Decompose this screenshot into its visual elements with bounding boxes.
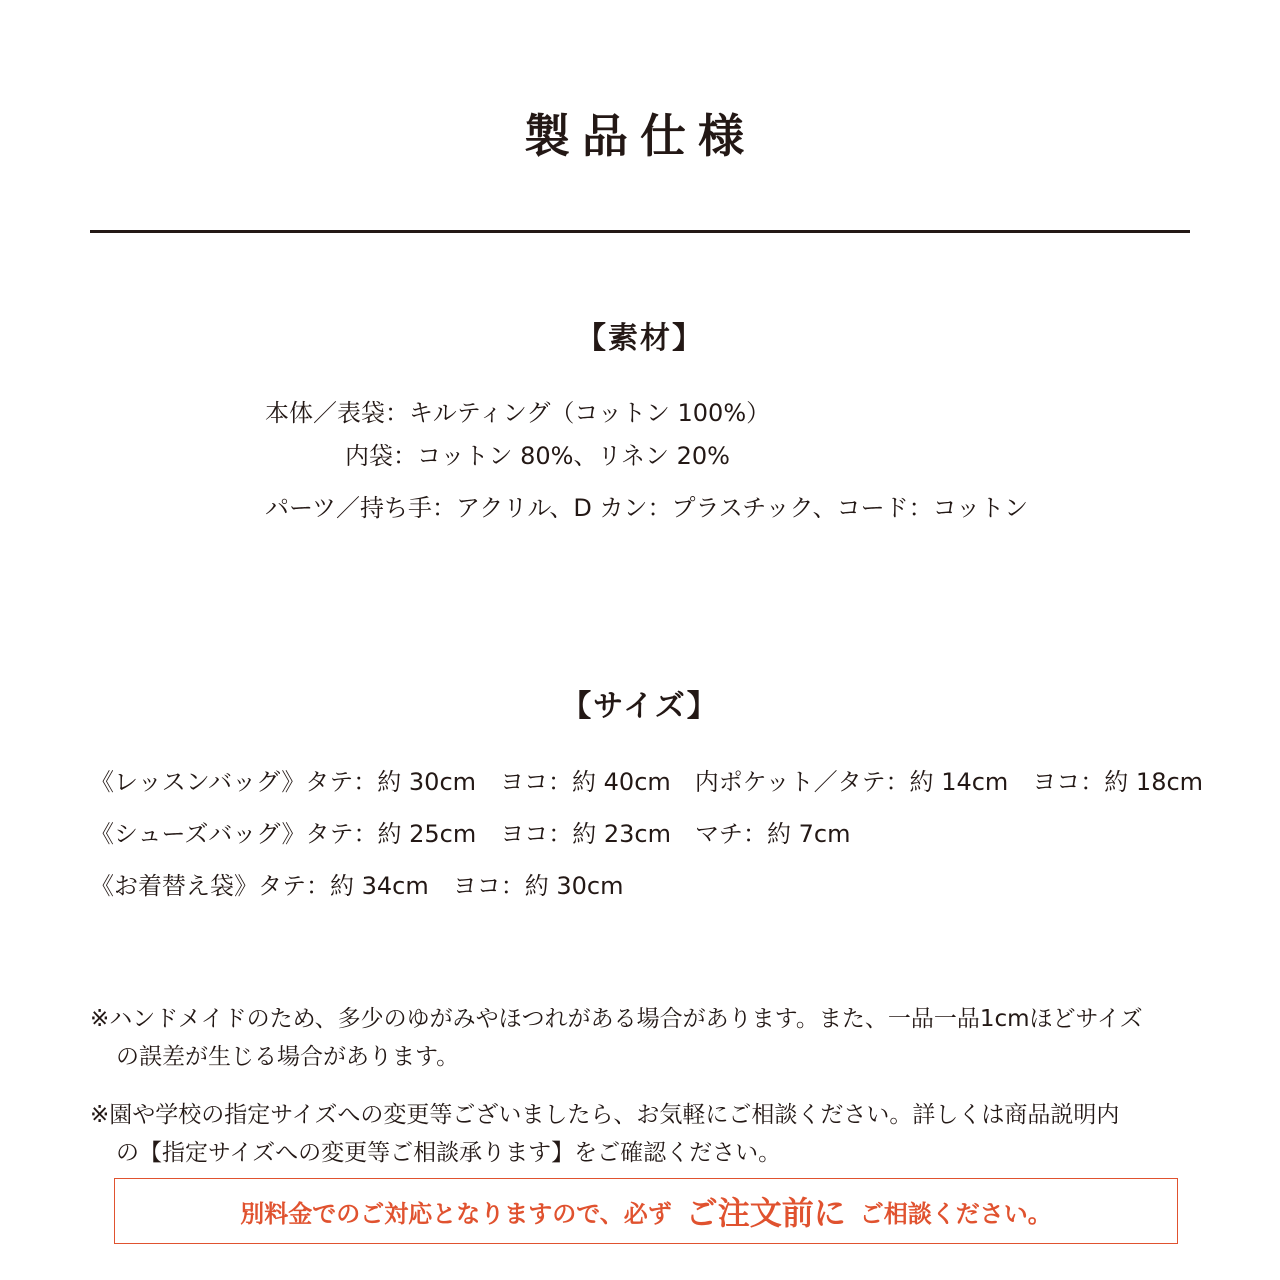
notice-text-before: 別料金でのご対応となりますので、必ず: [240, 1199, 672, 1228]
handmade-note: [90, 1000, 1190, 1076]
material-line-body: 本体／表袋：キルティング（コットン 100%）: [265, 399, 771, 427]
size-line-lesson-bag: 《レッスンバッグ》タテ：約 30cm ヨコ：約 40cm 内ポケット／タテ：約 14cm ヨコ：約 18cm: [90, 768, 1204, 796]
page-title: 製品仕様: [524, 109, 756, 163]
custom-size-note-line1: ※園や学校の指定サイズへの変更等ございましたら、お気軽にご相談ください。詳しくは商品説明内: [90, 1102, 1120, 1128]
notice-emphasis: ご注文前に: [685, 1194, 846, 1232]
handmade-note-line1: ※ハンドメイドのため、多少のゆがみやほつれがある場合があります。また、一品一品1cmほどサイズ: [90, 1006, 1143, 1032]
size-heading: 【サイズ】: [561, 689, 719, 724]
extra-fee-notice: [114, 1178, 1178, 1244]
size-line-changing-bag: 《お着替え袋》タテ：約 34cm ヨコ：約 30cm: [90, 872, 624, 900]
title-divider: [90, 230, 1190, 233]
material-heading: 【素材】: [576, 321, 704, 356]
handmade-note-line2: の誤差が生じる場合があります。: [116, 1044, 460, 1070]
custom-size-note: [90, 1096, 1190, 1172]
custom-size-note-line2: の【指定サイズへの変更等ご相談承ります】をご確認ください。: [116, 1140, 782, 1166]
size-line-shoes-bag: 《シューズバッグ》タテ：約 25cm ヨコ：約 23cm マチ：約 7cm: [90, 820, 851, 848]
notice-text-after: ご相談ください。: [859, 1199, 1052, 1228]
material-line-parts: パーツ／持ち手：アクリル、D カン：プラスチック、コード：コットン: [265, 494, 1029, 522]
material-line-lining: 内袋：コットン 80%、リネン 20%: [345, 442, 730, 470]
